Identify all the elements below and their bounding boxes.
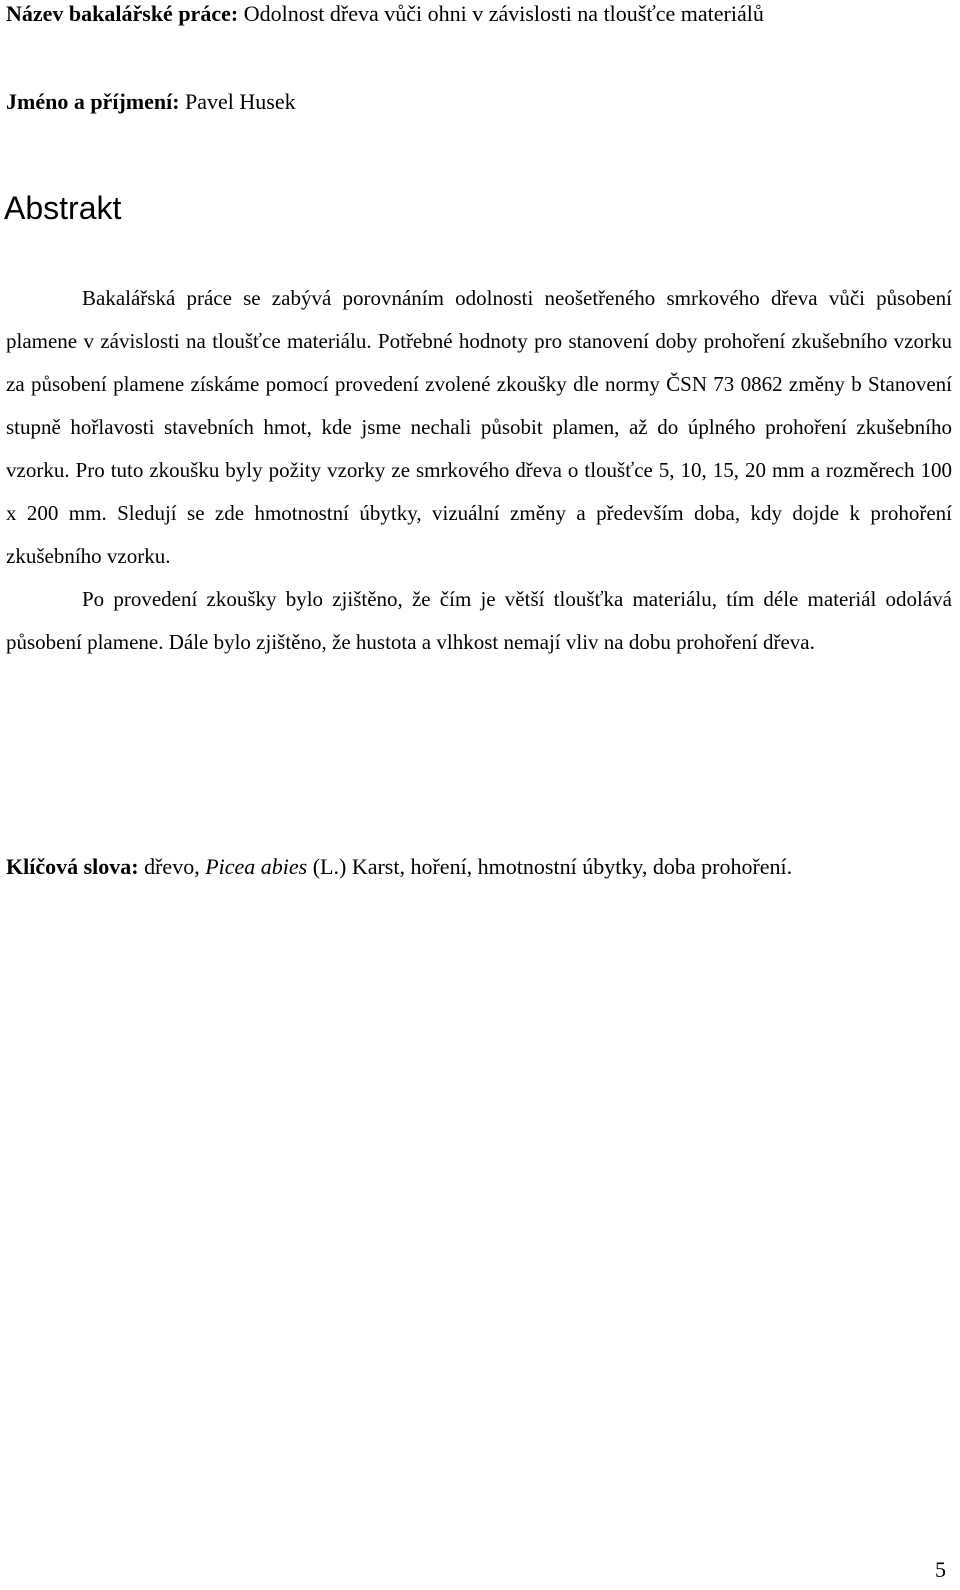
keywords-text-end: (L.) Karst, hoření, hmotnostní úbytky, doba prohoření.: [312, 854, 793, 879]
abstract-paragraph-1: Bakalářská práce se zabývá porovnáním odolnosti neošetřeného smrkového dřeva vůči působení plamene v závislosti na tloušťce materiálu. Potřebné hodnoty pro stanovení doby prohoření zkušebního vzorku za působení plamene získáme pomocí provedení zvolené zkoušky dle normy ČSN 73 0862 změny b Stanovení stupně hořlavosti stavebních hmot, kde jsme nechali působit plamen, až do úplného prohoření zkušebního vzorku. Pro tuto zkoušku byly požity vzorky ze smrkového dřeva o tloušťce 5, 10, 15, 20 mm a rozměrech 100 x 200 mm. Sledují se zde hmotnostní úbytky, vizuální změny a především doba, kdy dojde k prohoření zkušebního vzorku.: [6, 286, 952, 568]
keywords-latin-name: Picea abies: [205, 854, 308, 879]
abstract-body: [6, 277, 952, 664]
abstract-heading: Abstrakt: [4, 190, 122, 226]
keywords-label: Klíčová slova:: [6, 854, 139, 879]
thesis-title-value: Odolnost dřeva vůči ohni v závislosti na tloušťce materiálů: [243, 1, 764, 26]
author-label: Jméno a příjmení:: [6, 89, 180, 114]
keywords-text-start: dřevo,: [144, 854, 200, 879]
page-number: 5: [935, 1557, 946, 1582]
keywords-line: [6, 853, 792, 881]
thesis-title-label: Název bakalářské práce:: [6, 1, 239, 26]
thesis-title-line: [6, 0, 764, 28]
abstract-paragraph-2: Po provedení zkoušky bylo zjištěno, že čím je větší tloušťka materiálu, tím déle materiál odolává působení plamene. Dále bylo zjištěno, že hustota a vlhkost nemají vliv na dobu prohoření dřeva.: [6, 587, 952, 654]
author-line: [6, 88, 296, 116]
author-name: Pavel Husek: [185, 89, 296, 114]
